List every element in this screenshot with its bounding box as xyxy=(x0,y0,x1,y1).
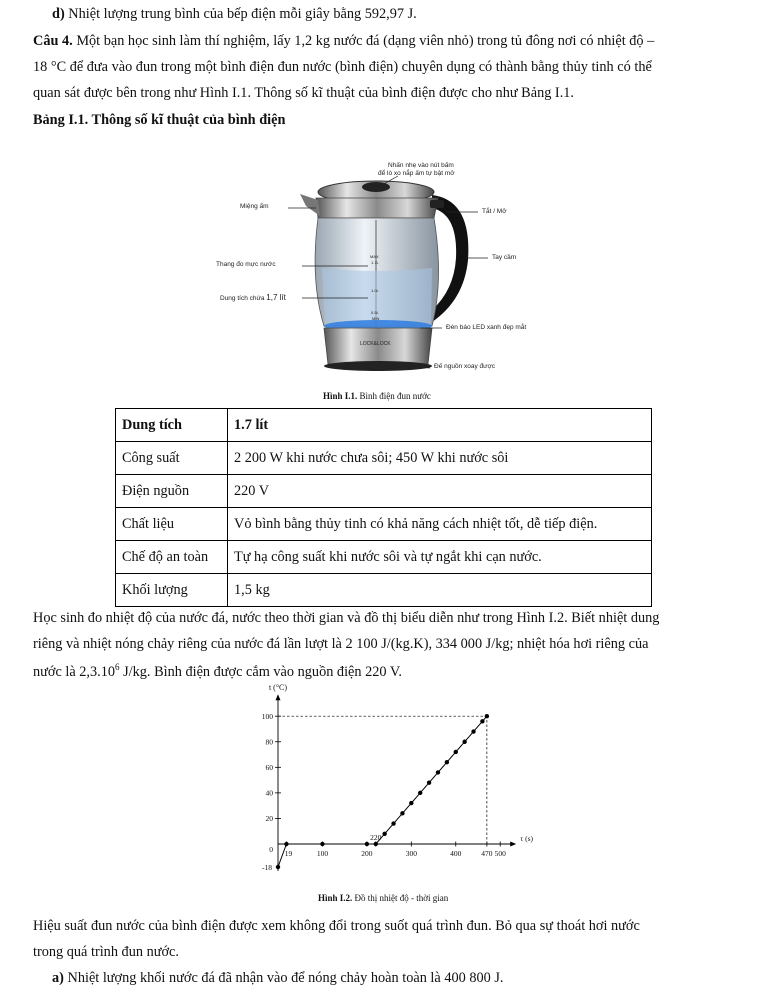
x-tick-label: 200 xyxy=(361,849,373,858)
table-row xyxy=(116,409,652,442)
chart-caption-text: Đồ thị nhiệt độ - thời gian xyxy=(354,893,449,903)
x-axis-label: τ (s) xyxy=(520,834,534,843)
data-point xyxy=(382,832,386,836)
table-row xyxy=(116,541,652,574)
x-tick-label: 220 xyxy=(370,833,382,842)
answer-a-label: a) xyxy=(52,970,64,986)
data-point xyxy=(454,750,458,754)
data-point xyxy=(427,780,431,784)
x-tick-label: 300 xyxy=(405,849,417,858)
chart-caption xyxy=(318,893,448,903)
mark-max: MAX xyxy=(370,254,379,259)
paragraph2-line-2: riêng và nhiệt nóng chảy riêng của nước đá lần lượt là 2 100 J/(kg.K), 334 000 J/kg; nhiệt hóa hơi riêng của xyxy=(33,636,649,652)
kettle-figure xyxy=(210,150,560,400)
data-point xyxy=(436,770,440,774)
row-key: Công suất xyxy=(116,442,228,475)
paragraph2-line-3 xyxy=(33,662,402,681)
row-key: Dung tích xyxy=(116,409,228,442)
row-value: Vỏ bình bằng thủy tinh có khả năng cách nhiệt tốt, dễ tiếp điện. xyxy=(228,508,652,541)
paragraph2-text-a: nước là 2,3.10 xyxy=(33,663,116,680)
row-key: Khối lượng xyxy=(116,574,228,607)
row-value: 1,5 kg xyxy=(228,574,652,607)
figure1-caption xyxy=(323,391,431,401)
table-row xyxy=(116,508,652,541)
table-row xyxy=(116,574,652,607)
label-press-button-1: Nhấn nhẹ vào nút bấm xyxy=(388,162,454,169)
table-title: Bảng I.1. Thông số kĩ thuật của bình điện xyxy=(33,112,286,128)
question-label: Câu 4. xyxy=(33,33,73,49)
data-point xyxy=(445,760,449,764)
row-value: 1.7 lít xyxy=(228,409,652,442)
mark-min: MIN xyxy=(372,316,380,321)
row-key: Chế độ an toàn xyxy=(116,541,228,574)
x-tick-label: 470 xyxy=(481,849,493,858)
paragraph3-line-2: trong quá trình đun nước. xyxy=(33,944,179,960)
answer-a-text: Nhiệt lượng khối nước đá đã nhận vào để nóng chảy hoàn toàn là 400 800 J. xyxy=(67,970,504,986)
label-led: Đèn báo LED xanh đẹp mắt xyxy=(446,324,527,331)
label-capacity xyxy=(220,293,286,302)
data-point xyxy=(391,821,395,825)
table-row xyxy=(116,475,652,508)
x-tick-label: 400 xyxy=(450,849,462,858)
y-tick-label: 40 xyxy=(265,788,273,798)
question-line-1 xyxy=(33,33,654,50)
paragraph2-line-1: Học sinh đo nhiệt độ của nước đá, nước theo thời gian và đồ thị biểu diễn như trong Hình I.2. Biết nhiệt dung xyxy=(33,610,660,626)
label-base: Đế nguồn xoay được xyxy=(434,363,496,370)
data-point xyxy=(374,842,378,846)
label-on-off: Tắt / Mở xyxy=(482,208,507,215)
row-value: 2 200 W khi nước chưa sôi; 450 W khi nước sôi xyxy=(228,442,652,475)
data-point xyxy=(480,719,484,723)
data-point xyxy=(276,865,280,869)
label-mouth: Miệng ấm xyxy=(240,203,269,210)
table-row xyxy=(116,442,652,475)
data-point xyxy=(400,811,404,815)
data-point xyxy=(471,729,475,733)
data-point xyxy=(320,842,324,846)
answer-d-label: d) xyxy=(52,6,65,22)
question-text-1: Một bạn học sinh làm thí nghiệm, lấy 1,2 kg nước đá (dạng viên nhỏ) trong tủ đông nơi có nhiệt độ – xyxy=(76,33,655,49)
y-axis-label: t (°C) xyxy=(268,683,288,693)
row-value: Tự hạ công suất khi nước sôi và tự ngắt khi cạn nước. xyxy=(228,541,652,574)
label-water-gauge: Thang đo mực nước xyxy=(216,261,276,268)
row-value: 220 V xyxy=(228,475,652,508)
x-tick-label: 500 xyxy=(494,849,506,858)
y-tick-label: 80 xyxy=(265,737,273,747)
temperature-time-chart xyxy=(240,680,534,890)
x-tick-label: 19 xyxy=(284,849,293,858)
answer-d-text: Nhiệt lượng trung bình của bếp điện mỗi giây bằng 592,97 J. xyxy=(68,6,417,22)
chart-caption-label: Hình I.2. xyxy=(318,893,353,903)
question-line-2: 18 °C để đưa vào đun trong một bình điện đun nước (bình điện) chuyên dụng có thành bằng thủy tinh có thể xyxy=(33,59,652,75)
data-point xyxy=(284,842,288,846)
answer-d xyxy=(52,6,417,23)
x-axis-arrow xyxy=(510,842,516,847)
paragraph2-text-b: J/kg. Bình điện được cắm vào nguồn điện 220 V. xyxy=(119,663,402,680)
y-tick-label: 20 xyxy=(265,814,273,824)
label-capacity-text: Dung tích chứa xyxy=(220,295,265,302)
paragraph2-sup: 6 xyxy=(115,662,120,672)
data-point xyxy=(409,801,413,805)
figure1-caption-label: Hình I.1. xyxy=(323,391,358,401)
data-point xyxy=(365,842,369,846)
data-point xyxy=(418,791,422,795)
mark-17: 1.7L xyxy=(371,260,379,265)
y-tick-label: 100 xyxy=(261,712,273,721)
figure1-caption-text: Bình điện đun nước xyxy=(359,391,431,401)
mark-05: 0.5L xyxy=(371,310,379,315)
label-capacity-value: 1,7 lít xyxy=(266,293,286,302)
label-handle: Tay cầm xyxy=(492,254,517,261)
data-point xyxy=(485,714,489,718)
y-min-label: -18 xyxy=(262,863,272,873)
origin-label: 0 xyxy=(269,845,273,854)
mark-10: 1.0L xyxy=(371,288,379,293)
x-tick-label: 100 xyxy=(316,849,329,858)
y-axis-arrow xyxy=(276,694,281,700)
paragraph3-line-1: Hiệu suất đun nước của bình điện được xem không đổi trong suốt quá trình đun. Bỏ qua sự thoát hơi nước xyxy=(33,918,640,934)
data-point xyxy=(462,740,466,744)
spec-table xyxy=(115,408,652,607)
row-key: Điện nguồn xyxy=(116,475,228,508)
question-line-3: quan sát được bên trong như Hình I.1. Thông số kĩ thuật của bình điện được cho như Bảng I.1. xyxy=(33,85,574,101)
row-key: Chất liệu xyxy=(116,508,228,541)
answer-a xyxy=(52,970,504,987)
label-press-button-2: để lò xo nắp ấm tự bật mở xyxy=(378,170,455,177)
y-tick-label: 60 xyxy=(265,763,273,773)
brand-logo: LOCK&LOCK xyxy=(360,341,391,347)
kettle-illustration xyxy=(210,150,560,400)
